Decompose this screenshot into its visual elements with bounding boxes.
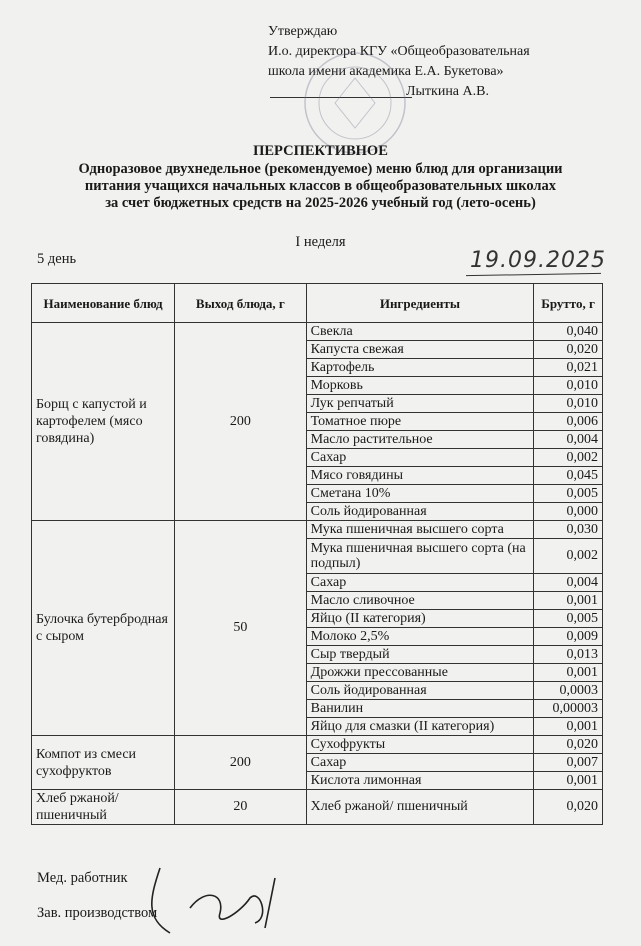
day-label: 5 день [37,251,77,267]
date-underline [466,273,601,276]
ingredient-gross: 0,030 [534,521,603,539]
dish-name: Булочка бутербродная с сыром [32,521,175,736]
header-gross: Брутто, г [534,284,603,323]
ingredient-gross: 0,007 [534,754,603,772]
ingredient-name: Кислота лимонная [306,772,534,790]
table-row [32,790,603,825]
ingredient-name: Яйцо для смазки (II категория) [306,718,534,736]
header-ingredients: Ингредиенты [306,284,534,323]
ingredient-name: Соль йодированная [306,682,534,700]
dish-output: 200 [175,736,307,790]
ingredient-name: Масло сливочное [306,592,534,610]
ingredient-name: Сухофрукты [306,736,534,754]
handwritten-date: 19.09.2025 [470,248,606,273]
ingredient-name: Дрожжи прессованные [306,664,534,682]
approval-line3: школа имени академика Е.А. Букетова» [268,64,504,79]
week-label: I неделя [295,234,346,250]
approval-name: Лыткина А.В. [406,84,489,99]
approval-line2: И.о. директора КГУ «Общеобразовательная [268,44,530,59]
ingredient-name: Свекла [306,323,534,341]
title-line4: за счет бюджетных средств на 2025-2026 учебный год (лето-осень) [105,195,536,211]
dish-name: Хлеб ржаной/ пшеничный [32,790,175,825]
ingredient-gross: 0,0003 [534,682,603,700]
ingredient-gross: 0,001 [534,772,603,790]
ingredient-gross: 0,002 [534,449,603,467]
ingredient-gross: 0,001 [534,664,603,682]
ingredient-name: Мясо говядины [306,467,534,485]
ingredient-gross: 0,021 [534,359,603,377]
title-line2: Одноразовое двухнедельное (рекомендуемое) меню блюд для организации [78,161,563,177]
ingredient-name: Лук репчатый [306,395,534,413]
ingredient-name: Молоко 2,5% [306,628,534,646]
footer-production: Зав. производством [37,905,158,921]
signature-icon [130,858,290,938]
ingredient-gross: 0,010 [534,395,603,413]
ingredient-gross: 0,006 [534,413,603,431]
ingredient-gross: 0,020 [534,790,603,825]
ingredient-gross: 0,005 [534,610,603,628]
ingredient-gross: 0,013 [534,646,603,664]
dish-name: Борщ с капустой и картофелем (мясо говядина) [32,323,175,521]
ingredient-name: Капуста свежая [306,341,534,359]
ingredient-gross: 0,001 [534,718,603,736]
ingredient-name: Картофель [306,359,534,377]
ingredient-gross: 0,00003 [534,700,603,718]
ingredient-gross: 0,002 [534,539,603,574]
table-body [32,323,603,825]
ingredient-name: Сахар [306,754,534,772]
ingredient-gross: 0,045 [534,467,603,485]
ingredient-gross: 0,020 [534,736,603,754]
ingredient-name: Сахар [306,574,534,592]
ingredient-gross: 0,004 [534,574,603,592]
ingredient-name: Томатное пюре [306,413,534,431]
ingredient-name: Морковь [306,377,534,395]
table-row [32,323,603,341]
ingredient-gross: 0,010 [534,377,603,395]
header-dish: Наименование блюд [32,284,175,323]
ingredient-name: Масло растительное [306,431,534,449]
approval-line1: Утверждаю [268,24,338,39]
ingredient-name: Мука пшеничная высшего сорта (на подпыл) [306,539,534,574]
dish-output: 20 [175,790,307,825]
ingredient-name: Сметана 10% [306,485,534,503]
table-row [32,521,603,539]
title-main: ПЕРСПЕКТИВНОЕ [253,143,388,159]
ingredient-name: Сыр твердый [306,646,534,664]
dish-output: 200 [175,323,307,521]
ingredient-name: Мука пшеничная высшего сорта [306,521,534,539]
header-output: Выход блюда, г [175,284,307,323]
ingredient-gross: 0,000 [534,503,603,521]
ingredient-gross: 0,020 [534,341,603,359]
ingredient-gross: 0,009 [534,628,603,646]
ingredient-gross: 0,040 [534,323,603,341]
ingredient-name: Хлеб ржаной/ пшеничный [306,790,534,825]
footer-med: Мед. работник [37,870,128,886]
ingredient-gross: 0,004 [534,431,603,449]
ingredient-name: Сахар [306,449,534,467]
table-header-row [32,284,603,323]
ingredient-name: Ванилин [306,700,534,718]
ingredient-gross: 0,001 [534,592,603,610]
ingredient-name: Яйцо (II категория) [306,610,534,628]
ingredient-name: Соль йодированная [306,503,534,521]
title-line3: питания учащихся начальных классов в общеобразовательных школах [84,178,557,194]
menu-table [31,283,603,825]
dish-name: Компот из смеси сухофруктов [32,736,175,790]
table-row [32,736,603,754]
dish-output: 50 [175,521,307,736]
ingredient-gross: 0,005 [534,485,603,503]
